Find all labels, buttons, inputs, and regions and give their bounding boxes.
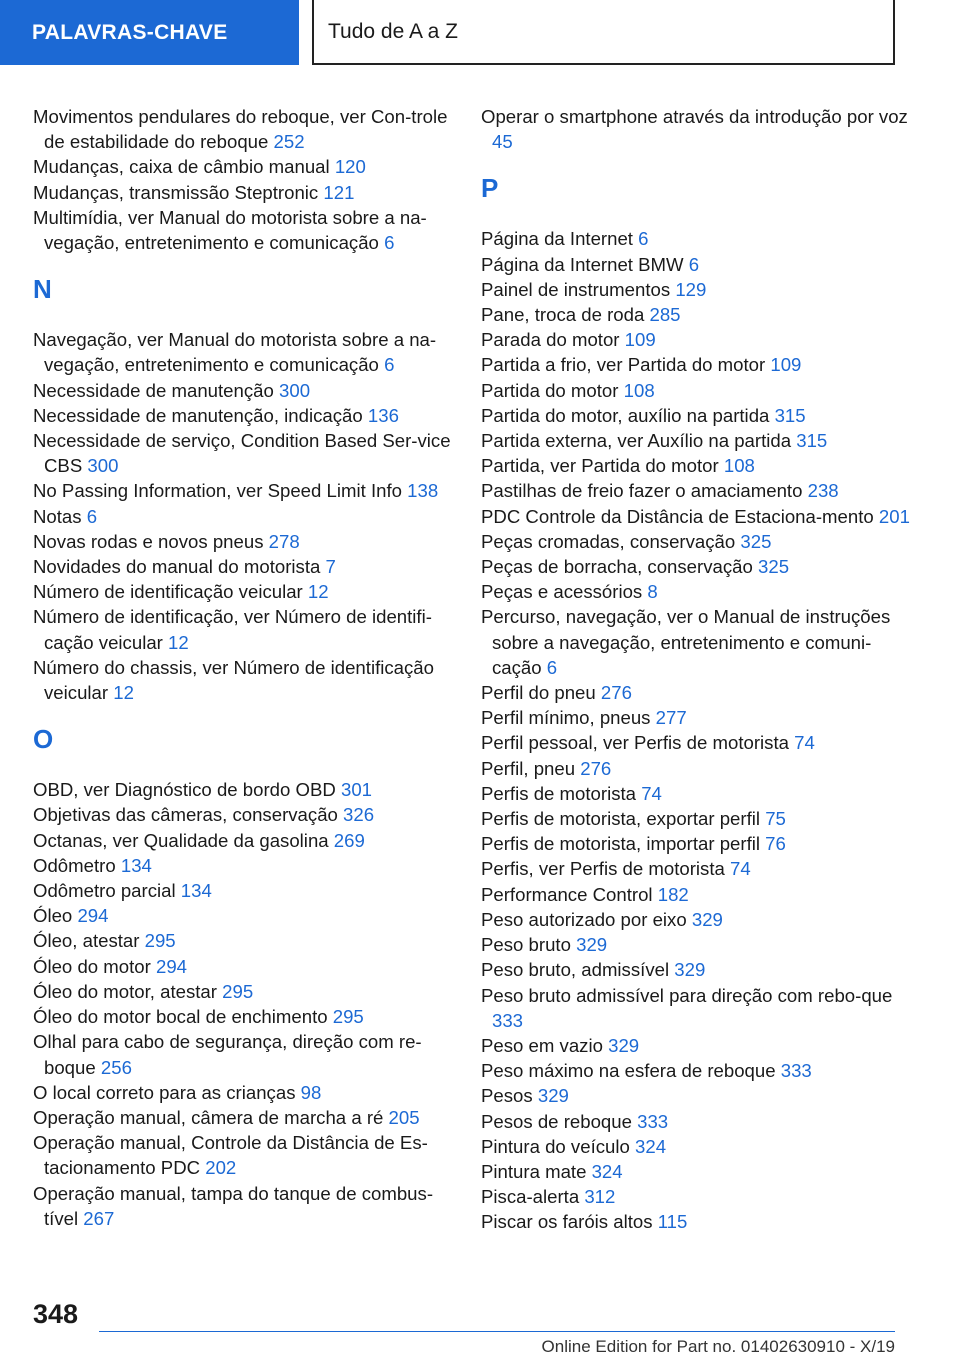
index-entry-term: Peças de borracha, conservação [481,556,753,578]
index-entry-term: Perfil pessoal, ver Perfis de motorista [481,732,789,754]
index-entry [481,453,911,478]
index-page-link[interactable]: 121 [323,181,355,203]
index-entry [481,730,911,755]
index-page-link[interactable]: 325 [758,556,790,578]
index-page-link[interactable]: 276 [600,682,632,704]
index-entry-term: Notas [33,505,82,527]
index-entry [481,352,911,377]
page-number: 348 [33,1299,79,1329]
index-page-link[interactable]: 8 [647,581,658,603]
index-page-link[interactable]: 329 [537,1085,569,1107]
index-entry-term: Pane, troca de roda [481,304,645,326]
index-entry-term: Operação manual, Controle da Distância de Es-tacionamento PDC [33,1132,428,1179]
index-page-link[interactable]: 324 [591,1160,623,1182]
index-entry [481,882,911,907]
index-entry [481,1083,911,1108]
index-page-link[interactable]: 269 [333,829,365,851]
index-page-link[interactable]: 295 [222,980,254,1002]
index-entry-term: Peso autorizado por eixo [481,908,687,930]
index-entry [33,1105,463,1130]
index-entry [481,756,911,781]
index-entry [481,831,911,856]
index-page-link[interactable]: 333 [637,1110,669,1132]
index-entry [481,1209,911,1234]
index-page-link[interactable]: 301 [340,779,373,801]
index-entry [481,604,911,680]
index-entry-term: Olhal para cabo de segurança, direção com re-boque [33,1031,422,1078]
index-entry [33,928,463,953]
index-entry [33,554,463,579]
index-entry [33,327,463,377]
index-entry [481,302,911,327]
index-page-link[interactable]: 12 [168,631,189,653]
index-page-link[interactable]: 315 [774,404,806,426]
index-entry-term: Pisca-alerta [481,1186,580,1208]
index-entry-term: Movimentos pendulares do reboque, ver Con-trole de estabilidade do reboque [33,106,448,153]
index-entry-term: Octanas, ver Qualidade da gasolina [33,829,329,851]
index-entry [33,828,463,853]
index-page-link[interactable]: 182 [657,883,689,905]
index-page-link[interactable]: 74 [641,782,662,804]
index-entry-term: Pastilhas de freio fazer o amaciamento [481,480,803,502]
index-page-link[interactable]: 129 [675,278,707,300]
index-entry [481,579,911,604]
index-page-link[interactable]: 277 [655,707,687,729]
index-page-link[interactable]: 45 [492,131,513,153]
index-entry [33,529,463,554]
index-page-link[interactable]: 98 [300,1081,322,1103]
index-entry-term: Partida do motor, auxílio na partida [481,404,770,426]
index-entry-term: Óleo do motor, atestar [33,980,217,1002]
index-entry [33,180,463,205]
index-entry [481,226,911,251]
index-page-link[interactable]: 134 [180,880,212,902]
index-page-link[interactable]: 109 [770,354,802,376]
index-page-link[interactable]: 120 [334,156,366,178]
index-entry-term: Partida do motor [481,379,619,401]
index-page-link[interactable]: 312 [584,1186,616,1208]
index-page-link[interactable]: 138 [407,480,439,502]
index-page-link[interactable]: 252 [273,131,305,153]
index-entry-term: Pesos [481,1085,533,1107]
index-entry [33,777,463,802]
index-entry [481,478,911,503]
footer-divider [99,1331,895,1332]
index-entry [481,781,911,806]
index-page-link[interactable]: 329 [674,959,706,981]
index-entry [33,504,463,529]
index-entry-term: Peso bruto, admissível [481,959,670,981]
index-entry-term: Perfil, pneu [481,757,576,779]
index-entry-term: Partida, ver Partida do motor [481,455,719,477]
index-entry-term: Perfis, ver Perfis de motorista [481,858,725,880]
index-entry [33,604,463,654]
index-entry-term: Peso bruto [481,934,571,956]
index-page-link[interactable]: 74 [730,858,751,880]
index-entry [33,878,463,903]
index-page-link[interactable]: 202 [205,1157,237,1179]
index-entry-term: Mudanças, caixa de câmbio manual [33,156,330,178]
index-page-link[interactable]: 295 [332,1006,364,1028]
index-entry-term: Objetivas das câmeras, conservação [33,804,338,826]
index-page-link[interactable]: 108 [623,379,655,401]
index-entry [481,907,911,932]
index-page-link[interactable]: 295 [144,930,176,952]
index-entry-term: Odômetro parcial [33,880,176,902]
index-entry-term: O local correto para as crianças [33,1081,296,1103]
header-tab-keywords[interactable]: PALAVRAS-CHAVE [0,0,299,65]
footer-edition: Online Edition for Part no. 01402630910 - X/19 [541,1337,895,1356]
index-entry [481,1184,911,1209]
index-entry [33,478,463,503]
index-page-link[interactable]: 6 [546,656,558,678]
index-page-link[interactable]: 315 [796,430,828,452]
index-letter-heading: O [33,724,54,755]
index-entry-term: Peso bruto admissível para direção com rebo-que [481,984,893,1006]
index-entry-term: OBD, ver Diagnóstico de bordo OBD [33,779,336,801]
index-entry [481,554,911,579]
index-entry-term: Multimídia, ver Manual do motorista sobre a na-vegação, entretenimento e comunicação [33,206,427,254]
index-page-link[interactable]: 324 [635,1135,667,1157]
index-page-link[interactable]: 333 [780,1060,812,1082]
index-page-link[interactable]: 267 [83,1207,115,1229]
index-page-link[interactable]: 12 [113,682,134,704]
index-entry-term: Número de identificação veicular [33,581,303,603]
index-entry-term: No Passing Information, ver Speed Limit Info [33,480,402,502]
index-entry-term: Perfis de motorista [481,782,637,804]
index-entry [481,680,911,705]
index-entry [33,954,463,979]
index-page-link[interactable]: 108 [723,455,755,477]
index-entry-term: Perfil do pneu [481,682,596,704]
index-page-link[interactable]: 329 [576,934,608,956]
index-entry-term: Peças e acessórios [481,581,643,603]
index-entry [481,504,911,529]
index-entry [33,655,463,705]
index-entry-term: Peças cromadas, conservação [481,530,736,552]
index-entry [481,983,911,1033]
index-page-link[interactable]: 12 [307,581,329,603]
index-entry [481,957,911,982]
index-entry-term: Página da Internet BMW [481,253,684,275]
index-entry [33,1029,463,1079]
index-page-link[interactable]: 333 [492,1009,524,1031]
index-entry-term: Percurso, navegação, ver o Manual de instruções sobre a navegação, entretenimento e comuni-cação [481,606,891,678]
index-entry [33,979,463,1004]
index-entry [481,806,911,831]
index-entry [33,1130,463,1180]
index-entry-term: Partida a frio, ver Partida do motor [481,354,766,376]
index-entry-term: Operação manual, tampa do tanque de combus-tível [33,1182,434,1229]
index-entry-term: Pintura do veículo [481,1135,630,1157]
index-entry [33,579,463,604]
index-entry-term: Óleo do motor bocal de enchimento [33,1006,328,1028]
index-page-link[interactable]: 300 [279,379,311,401]
index-page-link[interactable]: 75 [765,808,786,830]
index-entry-term: Novidades do manual do motorista [33,556,321,578]
index-page-link[interactable]: 134 [120,854,152,876]
index-page-link[interactable]: 276 [580,757,612,779]
section-title: Tudo de A a Z [312,0,895,65]
index-entry-term: Óleo [33,905,73,927]
index-page-link[interactable]: 74 [794,732,815,754]
index-entry-term: Perfil mínimo, pneus [481,707,651,729]
index-page-link[interactable]: 285 [649,304,681,326]
index-column-left [33,104,463,1231]
index-page-link[interactable]: 205 [388,1106,420,1128]
index-entry-term: Parada do motor [481,329,620,351]
index-entry-term: Perfis de motorista, importar perfil [481,833,760,855]
index-page-link[interactable]: 278 [268,530,300,552]
index-entry-term: Odômetro [33,854,116,876]
index-entry-term: Necessidade de manutenção [33,379,274,401]
index-page-link[interactable]: 294 [77,905,109,927]
index-entry [481,1058,911,1083]
index-entry-term: Óleo, atestar [33,930,140,952]
index-entry-term: Mudanças, transmissão Steptronic [33,181,319,203]
index-entry-term: Operação manual, câmera de marcha a ré [33,1106,384,1128]
index-page-link[interactable]: 329 [691,908,723,930]
index-entry-term: Novas rodas e novos pneus [33,530,264,552]
index-entry-term: Pesos de reboque [481,1110,632,1132]
index-entry-term: Painel de instrumentos [481,278,671,300]
index-entry [481,277,911,302]
index-entry-term: PDC Controle da Distância de Estaciona-mento [481,505,874,527]
index-letter-heading: N [33,274,52,305]
index-page-link[interactable]: 76 [765,833,786,855]
index-entry [481,104,911,154]
index-page-link[interactable]: 7 [325,556,336,578]
index-entry-term: Piscar os faróis altos [481,1211,653,1233]
index-column-right [481,104,911,1235]
index-entry-term: Número do chassis, ver Número de identificação veicular [33,656,434,704]
index-entry-term: Página da Internet [481,228,633,250]
index-letter-heading: P [481,173,499,204]
index-entry [481,1134,911,1159]
index-page-link[interactable]: 256 [100,1056,132,1078]
index-entry-term: Performance Control [481,883,653,905]
index-entry [33,378,463,403]
index-entry [481,428,911,453]
index-entry-term: Pintura mate [481,1160,587,1182]
index-entry [481,252,911,277]
index-entry-term: Necessidade de serviço, Condition Based Ser-vice CBS [33,430,451,477]
index-page-link[interactable]: 6 [638,228,649,250]
index-page-link[interactable]: 329 [608,1034,640,1056]
index-entry-term: Navegação, ver Manual do motorista sobre a na-vegação, entretenimento e comunicação [33,329,437,376]
index-entry [33,104,463,154]
index-entry-term: Perfis de motorista, exportar perfil [481,808,761,830]
index-entry-term: Necessidade de manutenção, indicação [33,404,363,426]
index-entry [481,403,911,428]
index-entry [481,1109,911,1134]
index-entry [33,1004,463,1029]
index-page-link[interactable]: 294 [156,955,188,977]
index-entry [33,1181,463,1231]
index-entry [33,903,463,928]
index-page-link[interactable]: 238 [807,480,839,502]
index-entry [481,327,911,352]
index-entry [481,932,911,957]
index-entry [33,403,463,428]
index-entry-term: Peso máximo na esfera de reboque [481,1060,776,1082]
index-entry-term: Operar o smartphone através da introdução por voz [481,106,908,127]
index-entry [33,154,463,179]
index-entry [481,529,911,554]
index-entry [33,205,463,255]
index-entry-term: Óleo do motor [33,955,151,977]
index-page-link[interactable]: 326 [343,804,375,826]
index-page-link[interactable]: 109 [624,329,656,351]
index-entry [481,378,911,403]
index-entry [481,1033,911,1058]
index-entry-term: Peso em vazio [481,1034,603,1056]
index-entry [33,853,463,878]
index-entry-term: Partida externa, ver Auxílio na partida [481,430,792,452]
index-page-link[interactable]: 6 [688,253,700,275]
index-page-link[interactable]: 300 [87,455,119,477]
index-entry [33,802,463,827]
index-page-link[interactable]: 136 [367,404,399,426]
index-entry-term: Número de identificação, ver Número de identifi-cação veicular [33,606,432,653]
index-page-link[interactable]: 201 [878,505,910,527]
index-entry [33,1080,463,1105]
index-page-link[interactable]: 115 [657,1211,688,1233]
index-page-link[interactable]: 325 [740,530,772,552]
index-page-link[interactable]: 6 [384,354,395,376]
index-entry [33,428,463,478]
index-page-link[interactable]: 6 [86,505,98,527]
index-entry [481,1159,911,1184]
index-entry [481,705,911,730]
index-entry [481,856,911,881]
index-page-link[interactable]: 6 [384,232,395,254]
